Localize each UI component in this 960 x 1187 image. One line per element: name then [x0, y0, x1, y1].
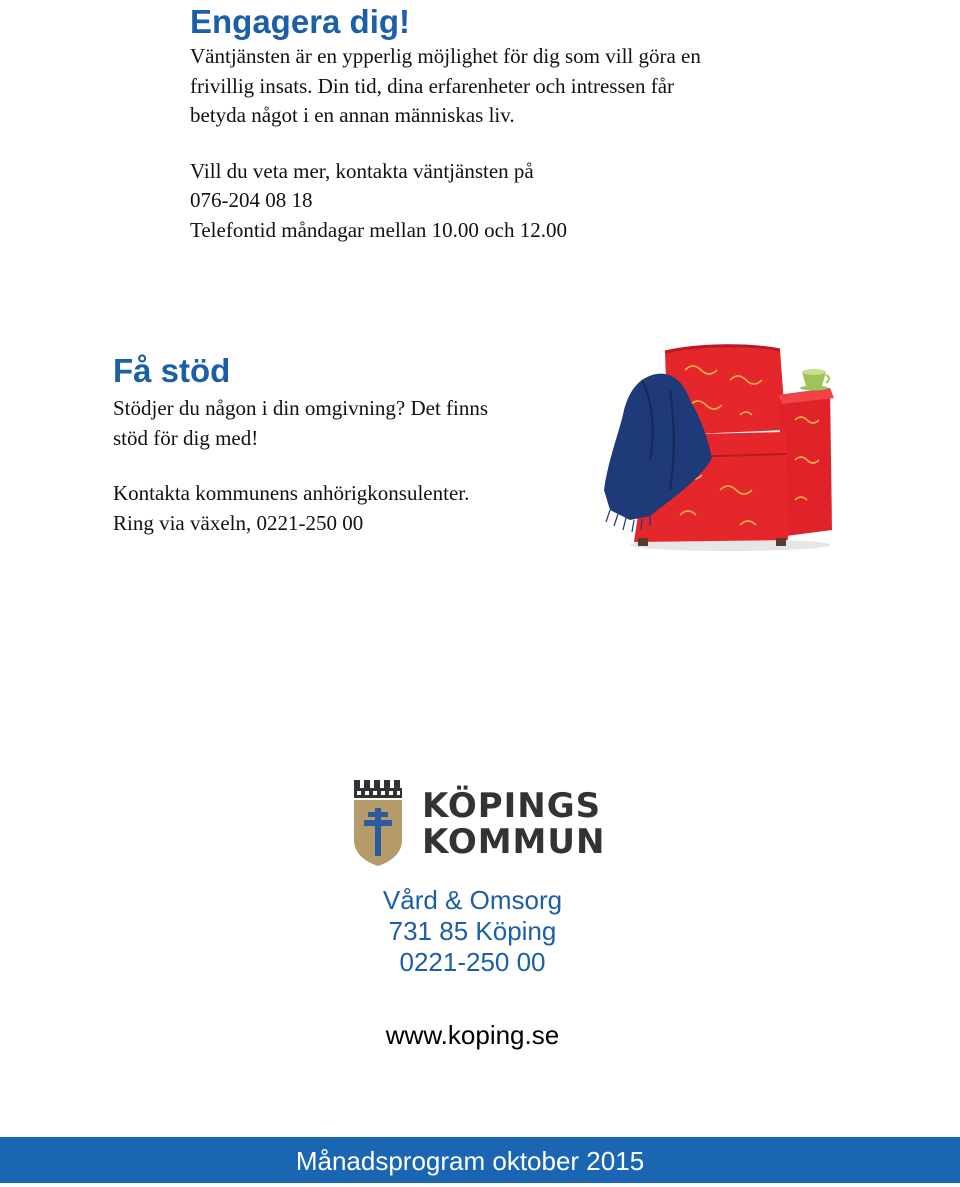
engage-phone-hours: Telefontid måndagar mellan 10.00 och 12.00 [190, 217, 568, 242]
stod-line: Stödjer du någon i din omgivning? Det finns [113, 396, 489, 420]
footer-title [0, 1137, 960, 1183]
stod-heading: Få stöd [113, 352, 231, 389]
engage-text-block [190, 42, 830, 245]
logo-wordmark [422, 788, 605, 860]
engage-phone: 076-204 08 18 [190, 188, 313, 212]
stod-text-block [113, 394, 583, 538]
engage-line: frivillig insats. Din tid, dina erfarenheter och intressen får [190, 73, 675, 98]
engage-contact-line: Vill du veta mer, kontakta väntjänsten på [190, 158, 534, 183]
footer-title-text: Månadsprogram oktober 2015 [295, 1146, 645, 1176]
contact-department: Vård & Omsorg [382, 885, 563, 915]
armchair-image [590, 340, 840, 555]
logo-line1: KÖPINGS [422, 786, 602, 826]
engage-line: betyda något i en annan människas liv. [190, 103, 515, 127]
stod-contact-line: Kontakta kommunens anhörigkonsulenter. [113, 481, 470, 505]
engage-heading: Engagera dig! [190, 3, 411, 40]
contact-block [0, 885, 945, 978]
engage-line: Väntjänsten är en ypperlig möjlighet för dig som vill göra en [190, 44, 701, 68]
coat-of-arms-icon [352, 778, 408, 868]
contact-address: 731 85 Köping [388, 916, 557, 946]
stod-phone-line: Ring via växeln, 0221-250 00 [113, 510, 364, 535]
website-link[interactable]: www.koping.se [385, 1020, 560, 1050]
contact-phone: 0221-250 00 [399, 947, 546, 977]
logo-line2: KOMMUN [422, 822, 606, 862]
koping-logo [352, 778, 606, 868]
stod-line: stöd för dig med! [113, 425, 259, 450]
